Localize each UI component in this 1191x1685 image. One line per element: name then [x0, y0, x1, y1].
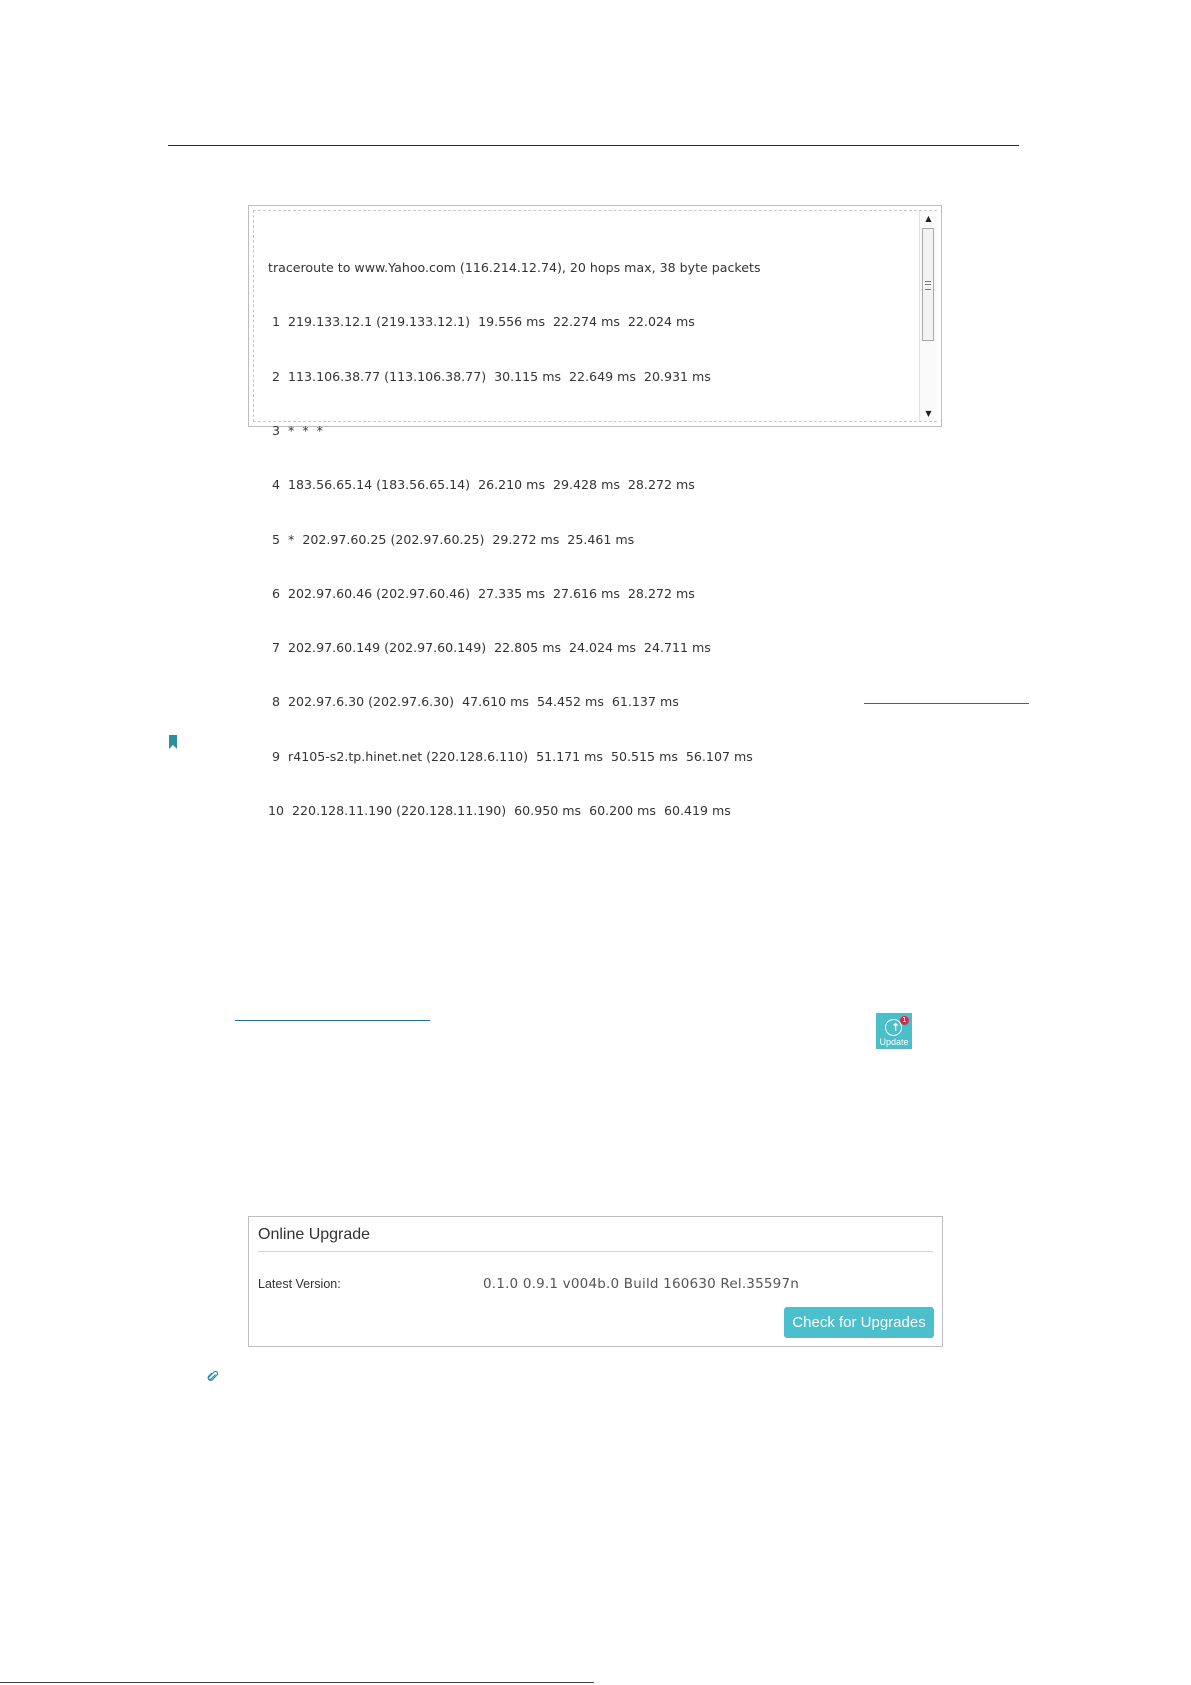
footer-rule [0, 1682, 594, 1683]
check-for-upgrades-button[interactable]: Check for Upgrades [784, 1307, 934, 1338]
scrollbar-thumb[interactable] [922, 228, 934, 341]
traceroute-line: 1 219.133.12.1 (219.133.12.1) 19.556 ms 22.274 ms 22.024 ms [268, 314, 695, 330]
scroll-up-arrow-icon[interactable]: ▲ [925, 214, 932, 223]
header-rule [168, 145, 1019, 146]
traceroute-line: traceroute to www.Yahoo.com (116.214.12.74), 20 hops max, 38 byte packets [268, 260, 761, 276]
traceroute-output-panel [248, 205, 942, 818]
traceroute-line: 4 183.56.65.14 (183.56.65.14) 26.210 ms 29.428 ms 28.272 ms [268, 477, 695, 493]
paperclip-icon [207, 1371, 219, 1383]
traceroute-output-text [268, 223, 906, 818]
traceroute-line: 6 202.97.60.46 (202.97.60.46) 27.335 ms 27.616 ms 28.272 ms [268, 585, 695, 601]
scroll-down-arrow-icon[interactable]: ▼ [925, 409, 932, 418]
traceroute-line: 7 202.97.60.149 (202.97.60.149) 22.805 ms 24.024 ms 24.711 ms [268, 640, 711, 656]
online-upgrade-panel [248, 1216, 943, 1347]
latest-version-label: Latest Version: [258, 1277, 341, 1291]
update-label: Update [879, 1037, 909, 1047]
traceroute-line: 2 113.106.38.77 (113.106.38.77) 30.115 ms 22.649 ms 20.931 ms [268, 368, 711, 384]
upload-arrow-icon: ↑ [891, 1021, 901, 1034]
traceroute-line: 8 202.97.6.30 (202.97.6.30) 47.610 ms 54.452 ms 61.137 ms [268, 694, 679, 710]
traceroute-output-frame [253, 210, 937, 818]
traceroute-line: 10 220.128.11.190 (220.128.11.190) 60.950 ms 60.200 ms 60.419 ms [268, 803, 731, 818]
traceroute-line: 9 r4105-s2.tp.hinet.net (220.128.6.110) 51.171 ms 50.515 ms 56.107 ms [268, 748, 753, 764]
latest-version-value: 0.1.0 0.9.1 v004b.0 Build 160630 Rel.35597n [483, 1276, 800, 1292]
traceroute-line: 3 * * * [268, 423, 323, 439]
online-upgrade-divider [258, 1251, 933, 1252]
hyperlink-underline[interactable] [864, 703, 1029, 704]
update-icon [876, 1013, 912, 1049]
scrollbar-grip [925, 281, 931, 290]
traceroute-line: 5 * 202.97.60.25 (202.97.60.25) 29.272 ms 25.461 ms [268, 531, 635, 547]
update-badge: 1 [900, 1016, 909, 1025]
hyperlink-underline[interactable] [235, 1020, 430, 1021]
online-upgrade-title: Online Upgrade [258, 1226, 371, 1243]
bookmark-icon [169, 735, 177, 749]
traceroute-scrollbar[interactable] [919, 211, 937, 421]
